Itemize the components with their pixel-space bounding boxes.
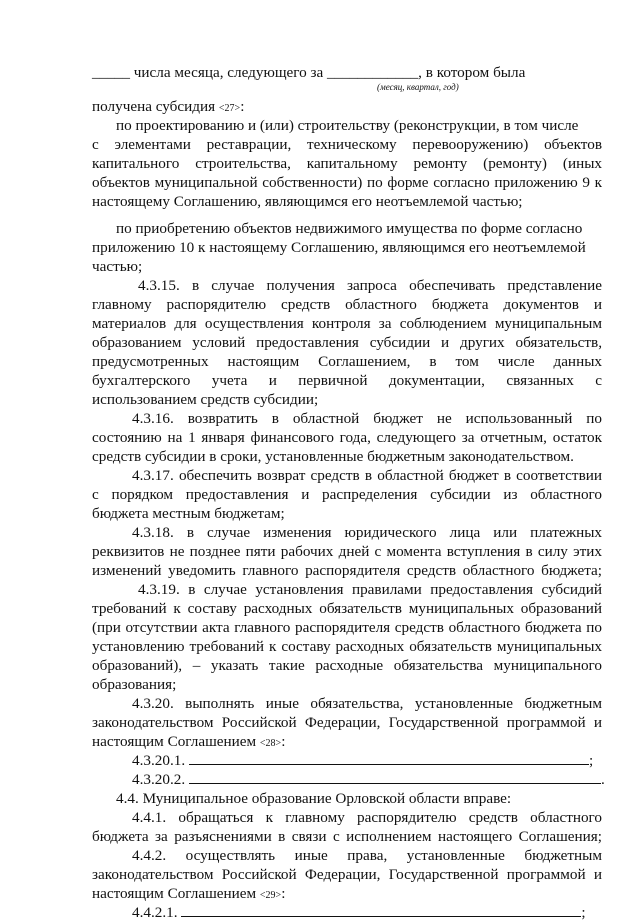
line-text: частью; [92,258,143,275]
line-text: 4.3.17. обеспечить возврат средств в областной бюджет в соответствии [132,467,602,484]
text-line [132,809,602,826]
line-text: предусмотренных настоящим Соглашением, в том числе данных [92,353,602,370]
line-text: законодательством Российской Федерации, Государственной программой и [92,866,602,883]
text-line [92,866,602,883]
line-text: получена субсидия [92,98,219,115]
line-end: ; [581,904,586,921]
text-line [92,136,602,153]
line-text: настоящим Соглашением [92,885,260,902]
line-text: 4.3.19. в случае установления правилами предоставления субсидий [138,581,602,598]
text-line [92,334,602,351]
footnote-ref: <27> [218,103,241,114]
text-line [92,676,176,693]
header-text: _____ числа месяца, следующего за ____________, в котором была [92,64,526,81]
text-line [132,410,602,427]
period-note: (месяц, квартал, год) [377,82,459,92]
text-line [92,486,602,503]
footnote-ref: <28> [259,738,282,749]
line-text: 4.3.20.1. [132,752,189,769]
line-text: 4.4.1. обращаться к главному распорядителю средств областного [132,809,602,826]
line-text: настоящему Соглашению, являющимся его неотъемлемой частью; [92,193,523,210]
line-text: изменений уведомить главного распорядителя средств областного бюджета; [92,562,602,579]
text-line [92,315,602,332]
text-line [92,296,602,313]
fill-in-blank [189,771,601,784]
line-text: 4.3.15. в случае получения запроса обеспечивать представление [138,277,602,294]
text-line [92,562,602,579]
text-line [92,828,602,845]
text-line [92,638,602,655]
line-end: . [600,771,605,788]
line-text: 4.3.16. возвратить в областной бюджет не использованный по [132,410,602,427]
text-line [132,524,602,541]
line-text: бухгалтерского учета и первичной документации, связанных с [92,372,602,389]
text-line [92,505,285,522]
text-line [92,372,602,389]
line-text: 4.4.2.1. [132,904,182,921]
text-line [92,98,244,117]
line-text: законодательством Российской Федерации, Государственной программой и [92,714,602,731]
text-line [92,619,602,636]
text-line [92,429,602,446]
text-line [132,752,602,769]
text-line [92,600,602,617]
line-end: : [240,98,245,115]
text-line [92,155,602,172]
text-line [92,885,285,904]
line-text: требований к составу расходных обязательств муниципальных образований [92,600,602,617]
line-text: установлению требований к составу расходных обязательств муниципальных [92,638,602,655]
text-line [92,657,602,674]
line-text: бюджета за разъяснениями в связи с исполнением настоящего Соглашения; [92,828,602,845]
line-end: : [281,885,286,902]
line-end: : [281,733,286,750]
text-line [92,543,602,560]
text-line [92,391,318,408]
line-text: образования; [92,676,177,693]
text-line [132,847,602,864]
text-line [92,714,602,731]
line-text: 4.3.20. выполнять иные обязательства, установленные бюджетным [132,695,602,712]
text-line [116,117,578,134]
text-line [138,581,602,598]
line-text: образований), – указать такие расходные обязательства муниципального [92,657,602,674]
line-text: объектов муниципальной собственности) по форме согласно приложению 9 к [92,174,602,191]
line-text: приложению 10 к настоящему Соглашению, являющимся его неотъемлемой [92,239,586,256]
line-text: капитального строительства, капитальному ремонту (ремонту) (иных [92,155,602,172]
line-text: (при отсутствии акта главного распорядителя средств областного бюджета по [92,619,602,636]
text-line [92,174,602,191]
line-text: реквизитов не позднее пяти рабочих дней с момента вступления в силу этих [92,543,602,560]
line-text: 4.4.2. осуществлять иные права, установленные бюджетным [132,847,602,864]
line-text: по приобретению объектов недвижимого имущества по форме согласно [116,220,583,237]
header-line [92,64,525,81]
text-line [116,790,511,807]
text-line [92,448,574,465]
text-line [116,220,582,237]
line-text: с элементами реставрации, техническому перевооружению) объектов [92,136,602,153]
text-line [92,733,285,752]
text-line [92,239,586,256]
line-text: 4.3.18. в случае изменения юридического лица или платежных [132,524,602,541]
line-text: материалов для осуществления контроля за соблюдением муниципальным [92,315,602,332]
text-line [92,353,602,370]
line-text: главному распорядителю средств областного бюджета документов и [92,296,602,313]
fill-in-blank [181,904,581,917]
line-text: 4.4. Муниципальное образование Орловской области вправе: [116,790,512,807]
line-text: настоящим Соглашением [92,733,260,750]
text-line [92,193,523,210]
line-text: бюджета местным бюджетам; [92,505,285,522]
line-text: средств субсидии в сроки, установленные бюджетным законодательством. [92,448,574,465]
text-line [132,771,605,788]
fill-in-blank [189,752,589,765]
line-text: использованием средств субсидии; [92,391,319,408]
line-end: ; [588,752,594,769]
text-line [138,277,602,294]
line-text: образованием условий предоставления субсидии и других обязательств, [92,334,602,351]
line-text: по проектированию и (или) строительству (реконструкции, в том числе [116,117,579,134]
line-text: 4.3.20.2. [132,771,189,788]
text-line [132,695,602,712]
line-text: состоянию на 1 января финансового года, следующего за отчетным, остаток [92,429,602,446]
footnote-ref: <29> [259,890,282,901]
line-text: с порядком предоставления и распределения субсидии из областного [92,486,602,503]
text-line [132,904,602,921]
text-line [132,467,602,484]
text-line [92,258,142,275]
